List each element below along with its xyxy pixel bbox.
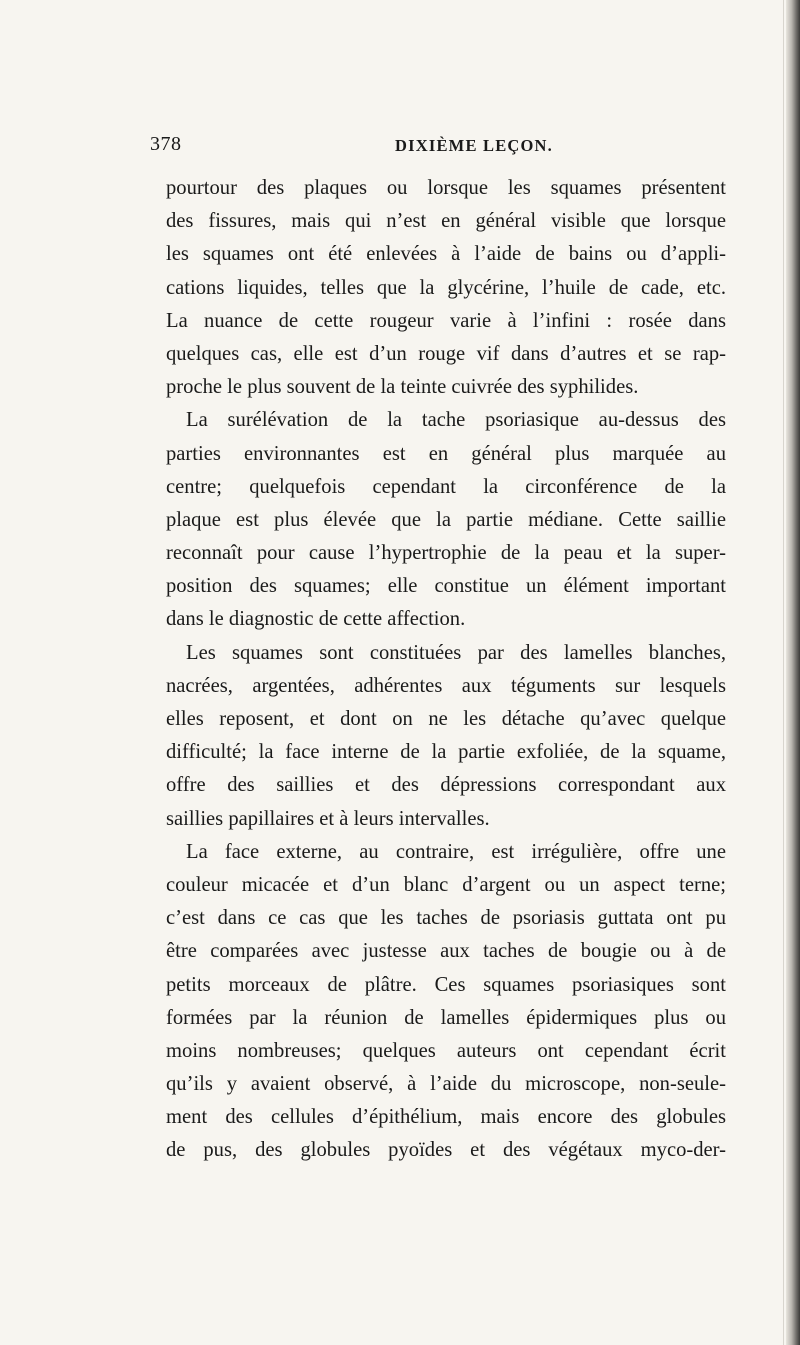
page-edge-line (783, 0, 784, 1345)
text-line: elles reposent, et dont on ne les détache qu’avec quelque (166, 708, 726, 730)
text-line: petits morceaux de plâtre. Ces squames psoriasiques sont (166, 973, 726, 996)
text-line: nacrées, argentées, adhérentes aux téguments sur lesquels (166, 674, 726, 697)
text-line: proche le plus souvent de la teinte cuivrée des syphilides. (166, 376, 639, 399)
text-line: être comparées avec justesse aux taches de bougie ou à de (166, 940, 726, 963)
page-number: 378 (150, 133, 182, 155)
text-line: cations liquides, telles que la glycérine, l’huile de cade, etc. (166, 276, 726, 299)
text-line: ment des cellules d’épithélium, mais encore des globules (166, 1106, 726, 1129)
binding-shadow (786, 0, 800, 1345)
text-line: qu’ils y avaient observé, à l’aide du microscope, non-seule- (166, 1073, 726, 1096)
running-head: DIXIÈME LEÇON. (395, 136, 553, 155)
text-line: couleur micacée et d’un blanc d’argent ou un aspect terne; (166, 873, 726, 896)
text-line: saillies papillaires et à leurs intervalles. (166, 807, 490, 830)
text-line: offre des saillies et des dépressions correspondant aux (166, 774, 726, 797)
text-line: pourtour des plaques ou lorsque les squames présentent (166, 177, 726, 199)
text-line: des fissures, mais qui n’est en général visible que lorsque (166, 210, 726, 233)
paragraph-start: La surélévation de la tache psoriasique au-dessus des (186, 409, 726, 432)
text-line: formées par la réunion de lamelles épidermiques plus ou (166, 1006, 726, 1029)
text-line: La nuance de cette rougeur varie à l’infini : rosée dans (166, 309, 726, 332)
page-header (150, 133, 725, 163)
text-line: plaque est plus élevée que la partie médiane. Cette saillie (166, 508, 726, 531)
text-line: difficulté; la face interne de la partie exfoliée, de la squame, (166, 741, 726, 764)
text-line: c’est dans ce cas que les taches de psoriasis guttata ont pu (166, 907, 726, 930)
text-line: moins nombreuses; quelques auteurs ont cependant écrit (166, 1039, 726, 1062)
body-text (166, 172, 726, 1168)
text-line: position des squames; elle constitue un élément important (166, 575, 726, 598)
text-line: les squames ont été enlevées à l’aide de bains ou d’appli- (166, 243, 726, 266)
paragraph-start: Les squames sont constituées par des lamelles blanches, (186, 641, 726, 664)
text-line: quelques cas, elle est d’un rouge vif dans d’autres et se rap- (166, 342, 726, 365)
text-line: parties environnantes est en général plus marquée au (166, 442, 726, 465)
text-line: de pus, des globules pyoïdes et des végétaux myco-der- (166, 1139, 726, 1162)
paragraph-start: La face externe, au contraire, est irrégulière, offre une (186, 840, 726, 863)
text-line: dans le diagnostic de cette affection. (166, 608, 466, 631)
text-line: reconnaît pour cause l’hypertrophie de la peau et la super- (166, 542, 726, 565)
text-line: centre; quelquefois cependant la circonférence de la (166, 475, 726, 498)
